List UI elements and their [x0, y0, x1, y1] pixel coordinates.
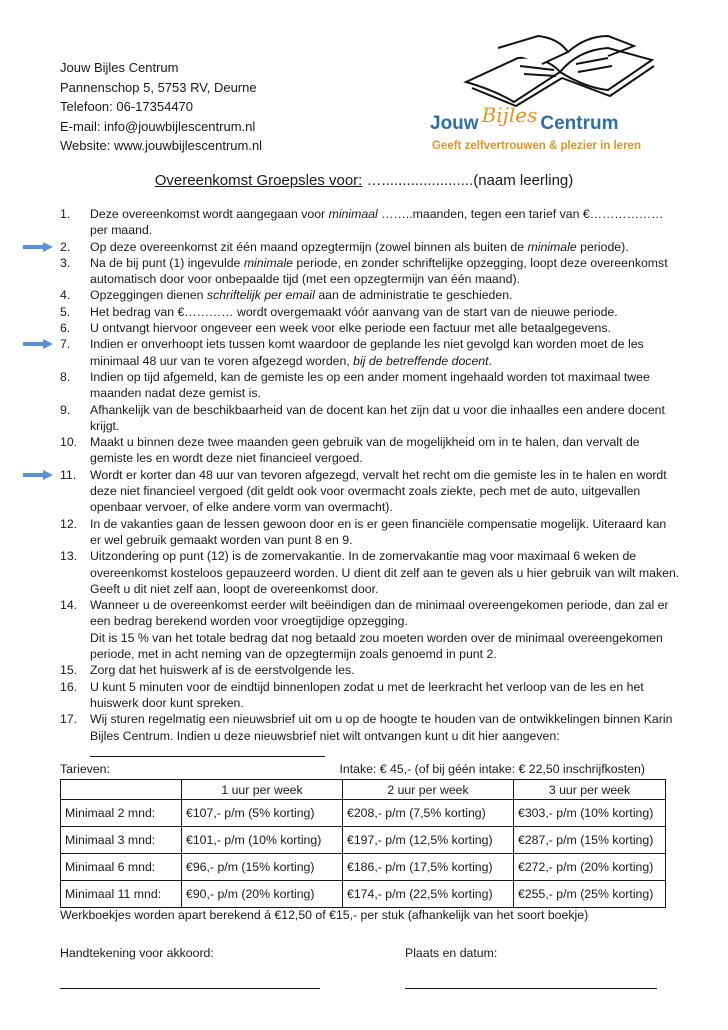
signature-label: Handtekening voor akkoord:: [60, 946, 214, 960]
table-row: Minimaal 6 mnd: €96,- p/m (15% korting) €186,- p/m (17,5% korting) €272,- p/m (20% korting): [61, 854, 666, 881]
logo-tagline: Geeft zelfvertrouwen & plezier in leren: [432, 140, 641, 152]
page-title: Overeenkomst Groepsles voor: …......................(naam leerling): [154, 172, 574, 189]
table-header-row: 1 uur per week 2 uur per week 3 uur per week: [61, 780, 666, 800]
term-item: 4. Opzeggingen dienen schriftelijk per email aan de administratie te geschieden.: [60, 288, 513, 303]
table-row: Minimaal 3 mnd: €101,- p/m (10% korting) €197,- p/m (12,5% korting) €287,- p/m (15% korting): [61, 827, 666, 854]
place-date-label: Plaats en datum:: [405, 946, 498, 960]
term-item: 2. Op deze overeenkomst zit één maand opzegtermijn (zowel binnen als buiten de minimale periode).: [60, 239, 680, 255]
intake-price: Intake: € 45,- (of bij géén intake: € 22,50 inschrijfkosten): [339, 762, 645, 776]
company-name: Jouw Bijles Centrum: [60, 60, 179, 75]
signature-field[interactable]: [60, 988, 320, 989]
term-item: 12. In de vakanties gaan de lessen gewoon door en is er geen financiële compensatie mogelijk. Uiteraard kan er wel gebruik gemaakt worden van punt 8 en 9.: [60, 516, 667, 547]
rates-table: [60, 779, 666, 908]
logo: [430, 30, 670, 160]
term-item: 10. Maakt u binnen deze twee maanden geen gebruik van de mogelijkheid om in te halen, dan vervalt de gemiste les en wordt deze niet financieel vergoed.: [60, 435, 640, 466]
rates-header: [60, 762, 645, 776]
term-item: 3. Na de bij punt (1) ingevulde minimale periode, en zonder schriftelijke opzegging, loopt deze overeenkomst automatisch door voor onbepaalde tijd (met een opzegtermijn van één maand).: [60, 255, 668, 287]
term-item: 7. Indien er onverhoopt iets tussen komt waardoor de geplande les niet gevolgd kan worden moet de les minimaal 48 uur van te voren afgezegd worden, bij de betreffende docent.: [60, 336, 680, 369]
term-item: 8. Indien op tijd afgemeld, kan de gemiste les op een ander moment ingehaald worden tot maximaal twee maanden nadat deze gemist is.: [60, 369, 650, 401]
place-date-field[interactable]: [405, 988, 657, 989]
arrow-right-icon: [23, 470, 53, 480]
open-book-icon: [458, 30, 658, 108]
rates-label: Tarieven:: [60, 762, 110, 776]
company-address: Pannenschop 5, 5753 RV, Deurne: [60, 79, 257, 95]
term-item: 15. Zorg dat het huiswerk af is de eerstvolgende les.: [60, 663, 355, 678]
term-item: 11. Wordt er korter dan 48 uur van tevoren afgezegd, vervalt het recht om die gemiste les in te halen en wordt deze niet financieel vergoed (dit geldt ook voor overmacht zoals ziekte, pech met de auto, uitgevallen openbaar vervoer, of elke andere vorm van overmacht).: [60, 467, 680, 516]
terms-list: [60, 206, 680, 761]
term-item: 13. Uitzondering op punt (12) is de zomervakantie. In de zomervakantie mag voor maximaal 6 weken de overeenkomst kosteloos gepauzeerd worden. U dient dit zelf aan te geven als u hier gebruik van wilt maken. Geeft u dit niet zelf aan, loopt de overeenkomst door.: [60, 549, 680, 596]
term-item: 1. Deze overeenkomst wordt aangegaan voor minimaal ……..maanden, tegen een tarief van €……………… per maand.: [60, 207, 664, 238]
company-email: E-mail: info@jouwbijlescentrum.nl: [60, 118, 256, 134]
workbooks-note: Werkboekjes worden apart berekend á €12,50 of €15,- per stuk (afhankelijk van het soort boekje): [60, 908, 589, 922]
term-item: 17. Wij sturen regelmatig een nieuwsbrief uit om u op de hoogte te houden van de ontwikkelingen binnen Karin Bijles Centrum. Indien u deze nieuwsbrief niet wilt ontvangen kunt u dit hier aangeven:: [60, 711, 680, 761]
logo-title: Jouw Bijles Centrum: [430, 103, 619, 134]
term-item: 5. Het bedrag van €………… wordt overgemaakt vóór aanvang van de start van de nieuwe periode.: [60, 304, 618, 319]
company-phone: Telefoon: 06-17354470: [60, 99, 194, 114]
newsletter-optout-field[interactable]: [90, 744, 325, 757]
term-item: 16. U kunt 5 minuten voor de eindtijd binnenlopen zodat u met de leerkracht het verloop van de les en het huiswerk door kunt spreken.: [60, 679, 644, 710]
company-website: Website: www.jouwbijlescentrum.nl: [60, 138, 263, 153]
term-item: 6. U ontvangt hiervoor ongeveer een week voor elke periode een factuur met alle betaalgegevens.: [60, 321, 611, 336]
table-row: Minimaal 11 mnd: €90,- p/m (20% korting) €174,- p/m (22,5% korting) €255,- p/m (25% korting): [61, 881, 666, 908]
contact-block: [60, 58, 262, 156]
term-item: 14. Wanneer u de overeenkomst eerder wilt beëindigen dan de minimaal overeengekomen periode, dan zal er een bedrag berekend worden voor vroegtijdige opzegging. Dit is 15 % van het totale bedrag dat nog betaald zou moeten worden over de minimaal overeengekomen periode, met in acht neming van de opzegtermijn zoals genoemd in punt 2.: [60, 598, 669, 662]
arrow-right-icon: [23, 242, 53, 252]
table-row: Minimaal 2 mnd: €107,- p/m (5% korting) €208,- p/m (7,5% korting) €303,- p/m (10% korting): [61, 800, 666, 827]
arrow-right-icon: [23, 339, 53, 349]
term-item: 9. Afhankelijk van de beschikbaarheid van de docent kan het zijn dat u voor die inhaalles een andere docent krijgt.: [60, 402, 665, 433]
